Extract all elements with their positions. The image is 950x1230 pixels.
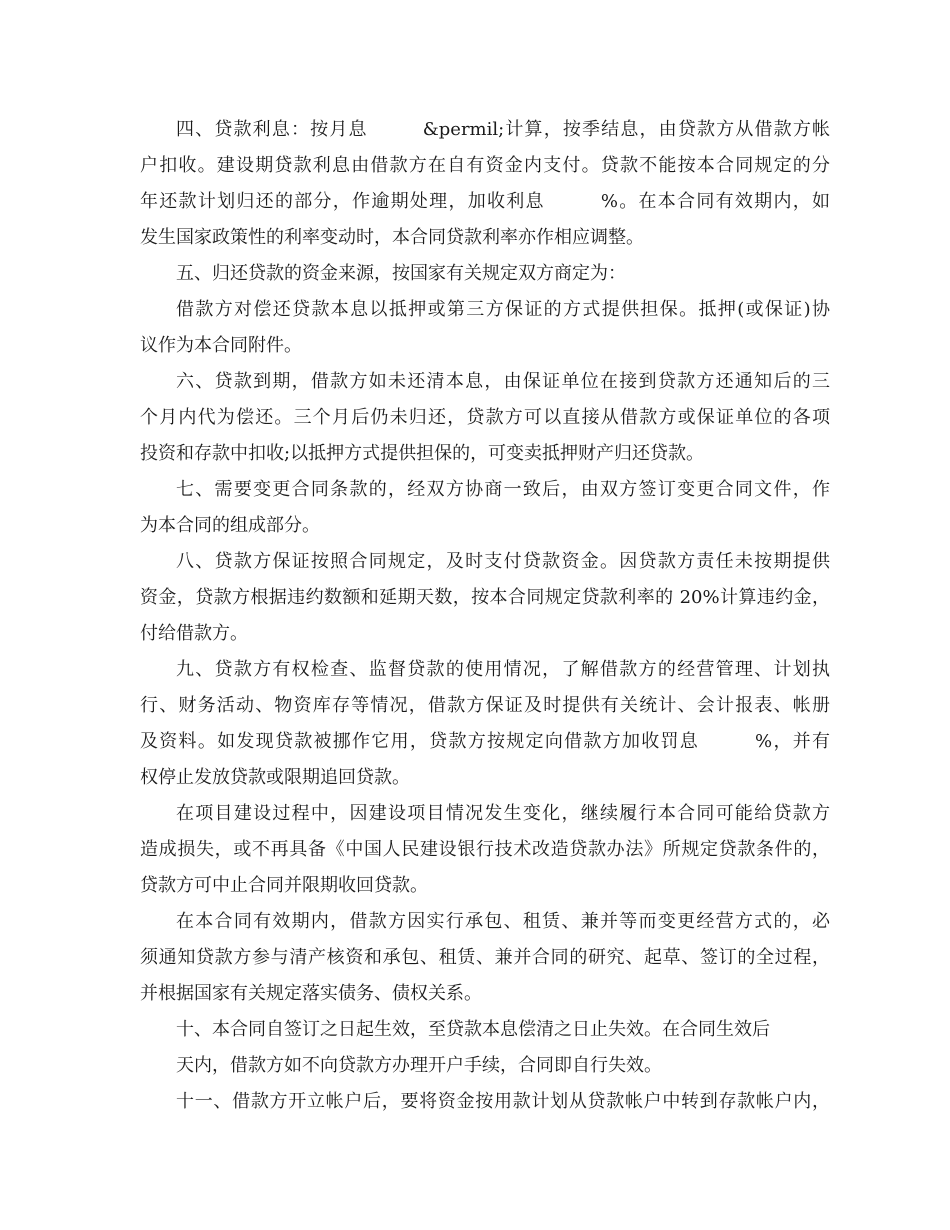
paragraph-line: 发生国家政策性的利率变动时，本合同贷款利率亦作相应调整。 bbox=[140, 227, 644, 248]
paragraph-line: 并根据国家有关规定落实债务、债权关系。 bbox=[140, 983, 482, 1004]
paragraph-line: 借款方对偿还贷款本息以抵押或第三方保证的方式提供担保。抵押(或保证)协 bbox=[176, 299, 830, 320]
document-page bbox=[140, 112, 830, 1120]
paragraph-line: 投资和存款中扣收;以抵押方式提供担保的，可变卖抵押财产归还贷款。 bbox=[140, 443, 705, 464]
paragraph-line: 造成损失，或不再具备《中国人民建设银行技术改造贷款办法》所规定贷款条件的， bbox=[140, 839, 830, 860]
paragraph-line: 个月内代为偿还。三个月后仍未归还，贷款方可以直接从借款方或保证单位的各项 bbox=[140, 407, 830, 428]
paragraph-line: 年还款计划归还的部分，作逾期处理，加收利息 %。在本合同有效期内，如 bbox=[140, 191, 830, 212]
paragraph-line: 在本合同有效期内，借款方因实行承包、租赁、兼并等而变更经营方式的，必 bbox=[176, 911, 830, 932]
paragraph-line: 五、归还贷款的资金来源，按国家有关规定双方商定为： bbox=[176, 263, 626, 284]
paragraph-line: 资金，贷款方根据违约数额和延期天数，按本合同规定贷款利率的 20%计算违约金， bbox=[140, 587, 830, 608]
paragraph-line: 贷款方可中止合同并限期收回贷款。 bbox=[140, 875, 428, 896]
paragraph-line: 八、贷款方保证按照合同规定，及时支付贷款资金。因贷款方责任未按期提供 bbox=[176, 551, 830, 572]
paragraph-line: 十、本合同自签订之日起生效，至贷款本息偿清之日止失效。在合同生效后 bbox=[176, 1019, 770, 1040]
paragraph-line: 九、贷款方有权检查、监督贷款的使用情况，了解借款方的经营管理、计划执 bbox=[176, 659, 830, 680]
paragraph-line: 付给借款方。 bbox=[140, 623, 248, 644]
paragraph-line: 在项目建设过程中，因建设项目情况发生变化，继续履行本合同可能给贷款方 bbox=[176, 803, 830, 824]
paragraph-line: 须通知贷款方参与清产核资和承包、租赁、兼并合同的研究、起草、签订的全过程， bbox=[140, 947, 830, 968]
paragraph-line: 为本合同的组成部分。 bbox=[140, 515, 320, 536]
paragraph-line: 行、财务活动、物资库存等情况，借款方保证及时提供有关统计、会计报表、帐册 bbox=[140, 695, 830, 716]
paragraph-line: 七、需要变更合同条款的，经双方协商一致后，由双方签订变更合同文件，作 bbox=[176, 479, 830, 500]
paragraph-line: 及资料。如发现贷款被挪作它用，贷款方按规定向借款方加收罚息 %，并有 bbox=[140, 731, 830, 752]
paragraph-line: 权停止发放贷款或限期追回贷款。 bbox=[140, 767, 410, 788]
paragraph-line: 四、贷款利息：按月息 &permil;计算，按季结息，由贷款方从借款方帐 bbox=[176, 119, 831, 140]
paragraph-line: 议作为本合同附件。 bbox=[140, 335, 302, 356]
paragraph-line: 天内，借款方如不向贷款方办理开户手续，合同即自行失效。 bbox=[176, 1055, 662, 1076]
paragraph-line: 十一、借款方开立帐户后，要将资金按用款计划从贷款帐户中转到存款帐户内， bbox=[176, 1091, 830, 1112]
paragraph-line: 户扣收。建设期贷款利息由借款方在自有资金内支付。贷款不能按本合同规定的分 bbox=[140, 155, 830, 176]
paragraph-line: 六、贷款到期，借款方如未还清本息，由保证单位在接到贷款方还通知后的三 bbox=[176, 371, 830, 392]
